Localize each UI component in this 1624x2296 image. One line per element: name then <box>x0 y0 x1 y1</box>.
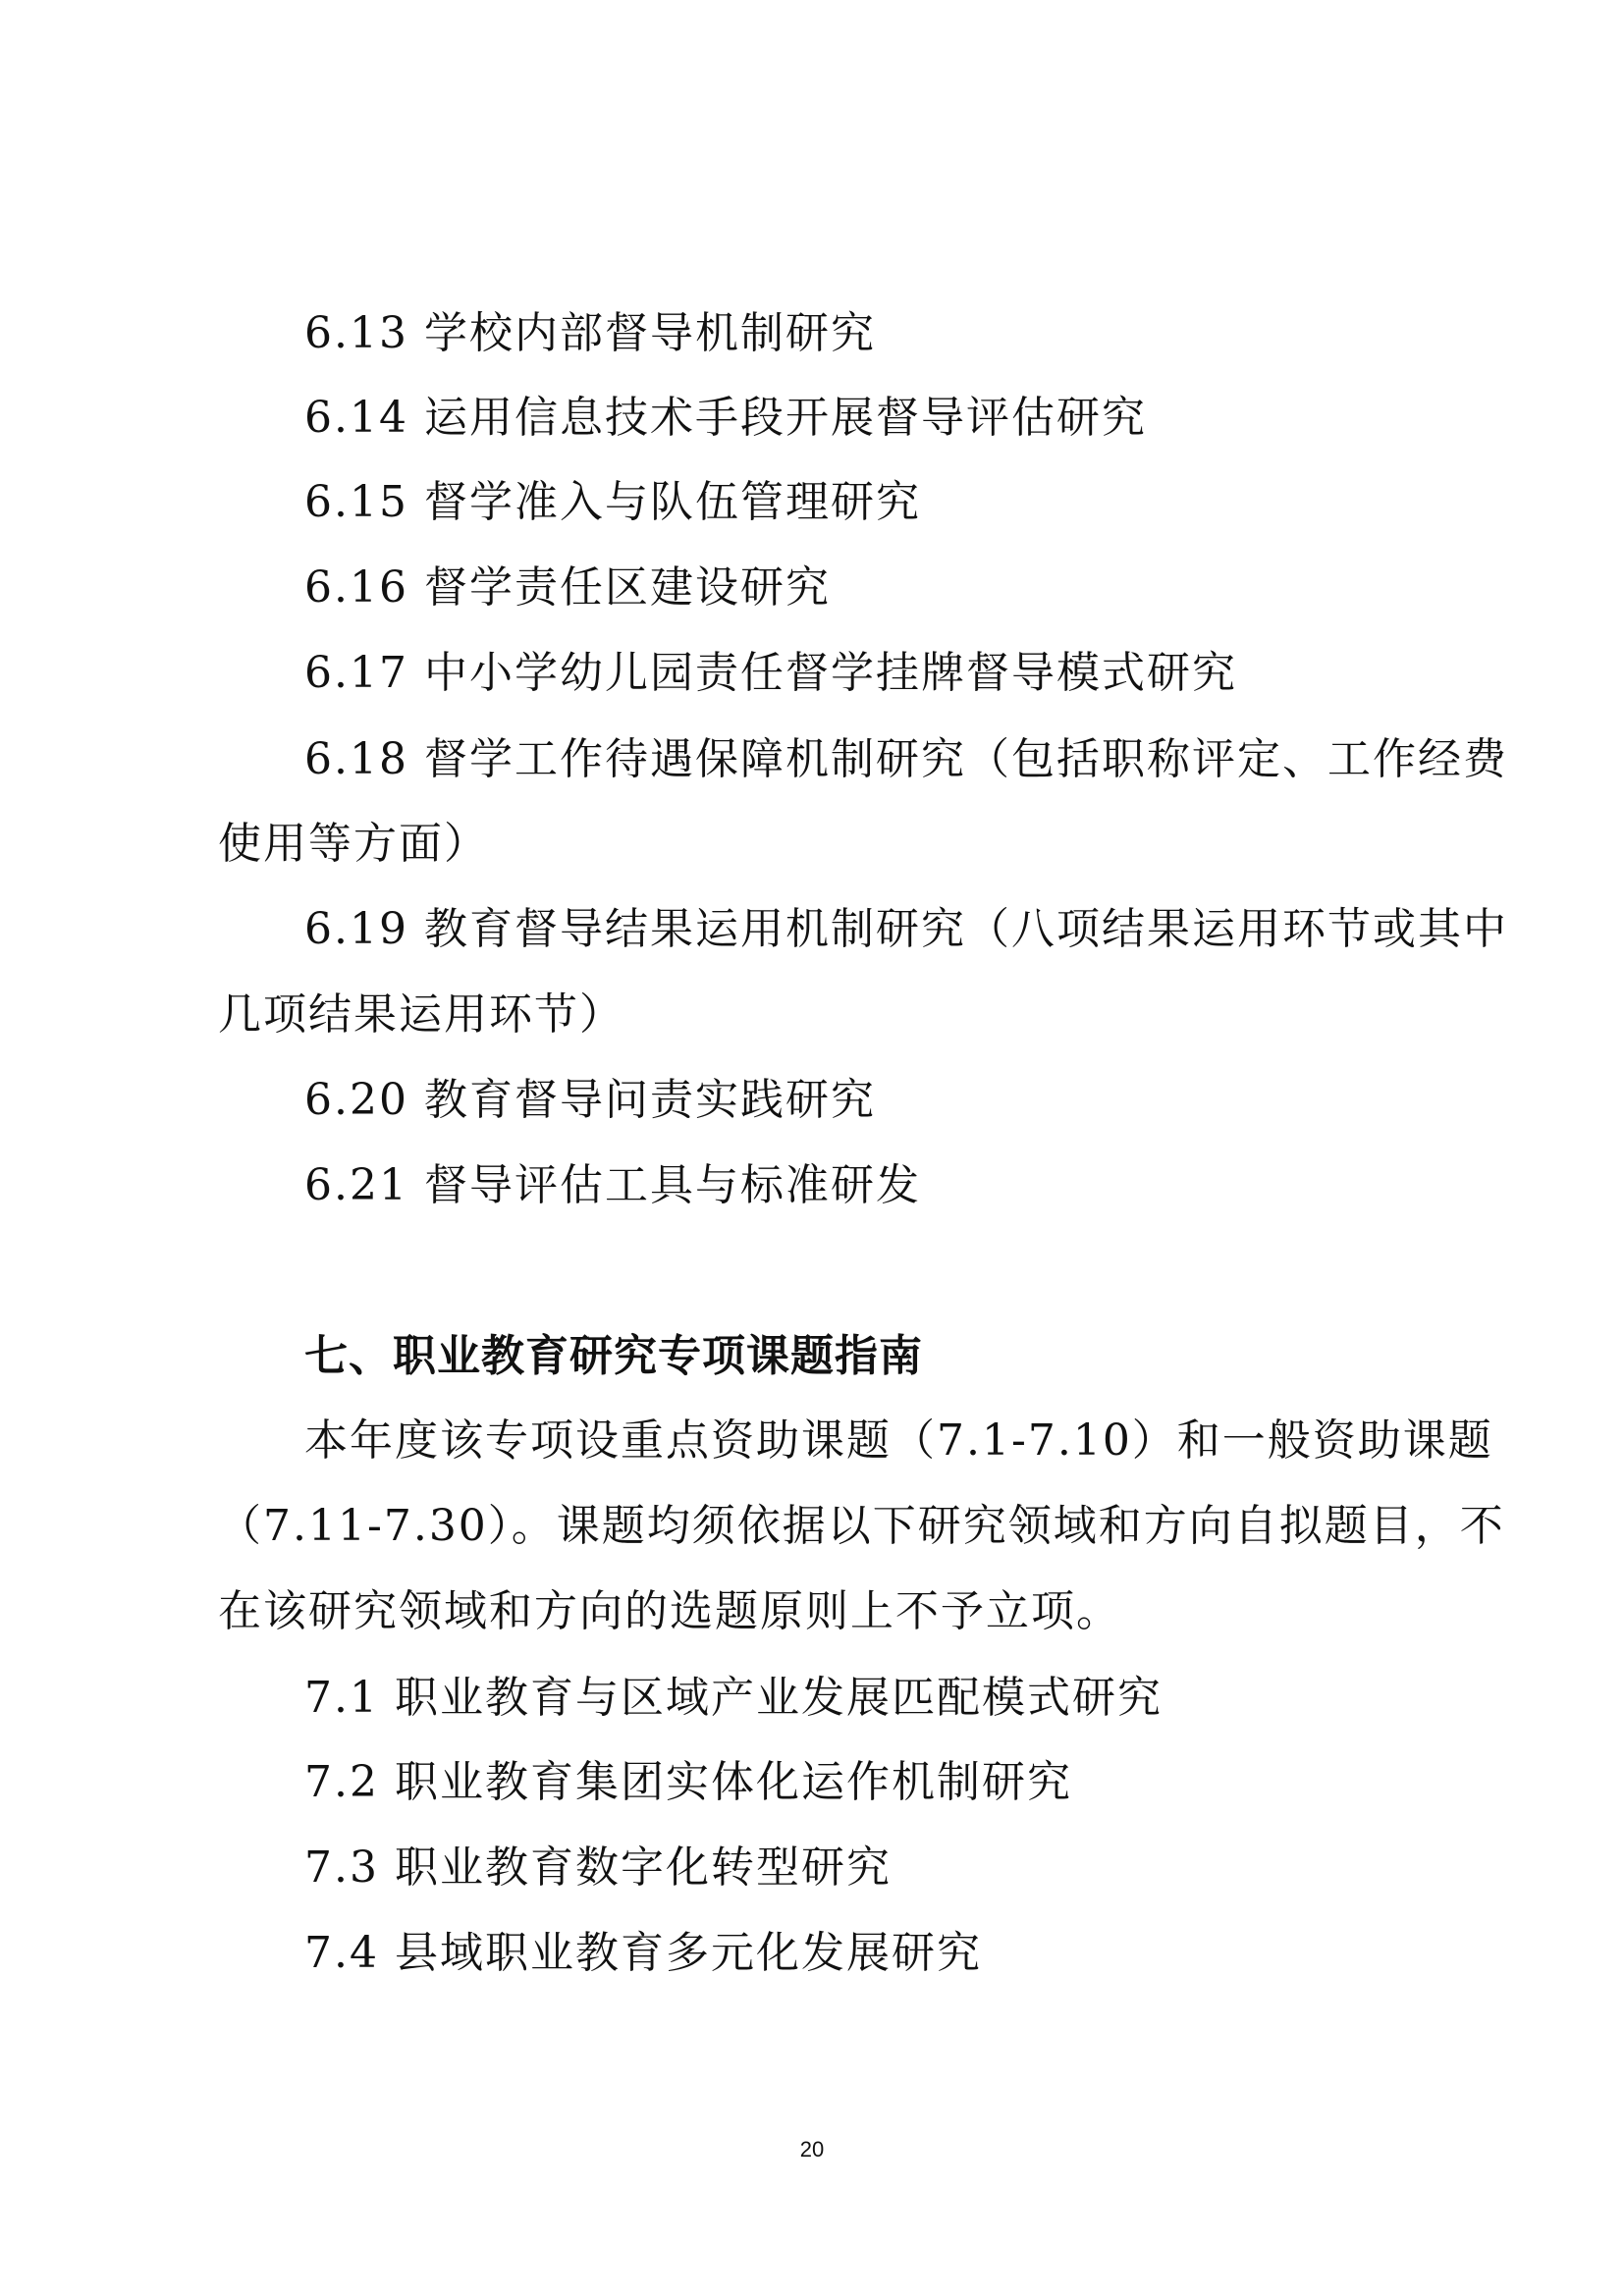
intro-paragraph-line: 本年度该专项设重点资助课题（7.1-7.10）和一般资助课题 <box>304 1415 1493 1466</box>
list-item: 6.16 督学责任区建设研究 <box>304 562 831 613</box>
intro-paragraph-line: （7.11-7.30）。课题均须依据以下研究领域和方向自拟题目，不 <box>218 1501 1505 1551</box>
list-item: 6.13 学校内部督导机制研究 <box>304 308 876 358</box>
list-item: 6.20 教育督导问责实践研究 <box>304 1075 876 1125</box>
page-number: 20 <box>799 2137 825 2162</box>
list-item: 6.17 中小学幼儿园责任督学挂牌督导模式研究 <box>304 648 1237 698</box>
list-item: 6.14 运用信息技术手段开展督导评估研究 <box>304 393 1147 443</box>
list-item: 7.3 职业教育数字化转型研究 <box>304 1842 892 1893</box>
section-heading: 七、职业教育研究专项课题指南 <box>304 1331 923 1381</box>
list-item: 6.15 督学准入与队伍管理研究 <box>304 477 921 527</box>
list-item-6-19-line1: 6.19 教育督导结果运用机制研究（八项结果运用环节或其中 <box>304 904 1508 954</box>
list-item: 6.21 督导评估工具与标准研发 <box>304 1160 921 1210</box>
list-item: 7.2 职业教育集团实体化运作机制研究 <box>304 1757 1072 1807</box>
list-item-6-18-line2: 使用等方面） <box>218 819 489 869</box>
list-item: 7.4 县域职业教育多元化发展研究 <box>304 1928 982 1978</box>
list-item: 7.1 职业教育与区域产业发展匹配模式研究 <box>304 1673 1163 1723</box>
list-item-6-18-line1: 6.18 督学工作待遇保障机制研究（包括职称评定、工作经费 <box>304 734 1508 784</box>
list-item-6-19-line2: 几项结果运用环节） <box>218 989 624 1040</box>
intro-paragraph-line: 在该研究领域和方向的选题原则上不予立项。 <box>218 1586 1121 1636</box>
